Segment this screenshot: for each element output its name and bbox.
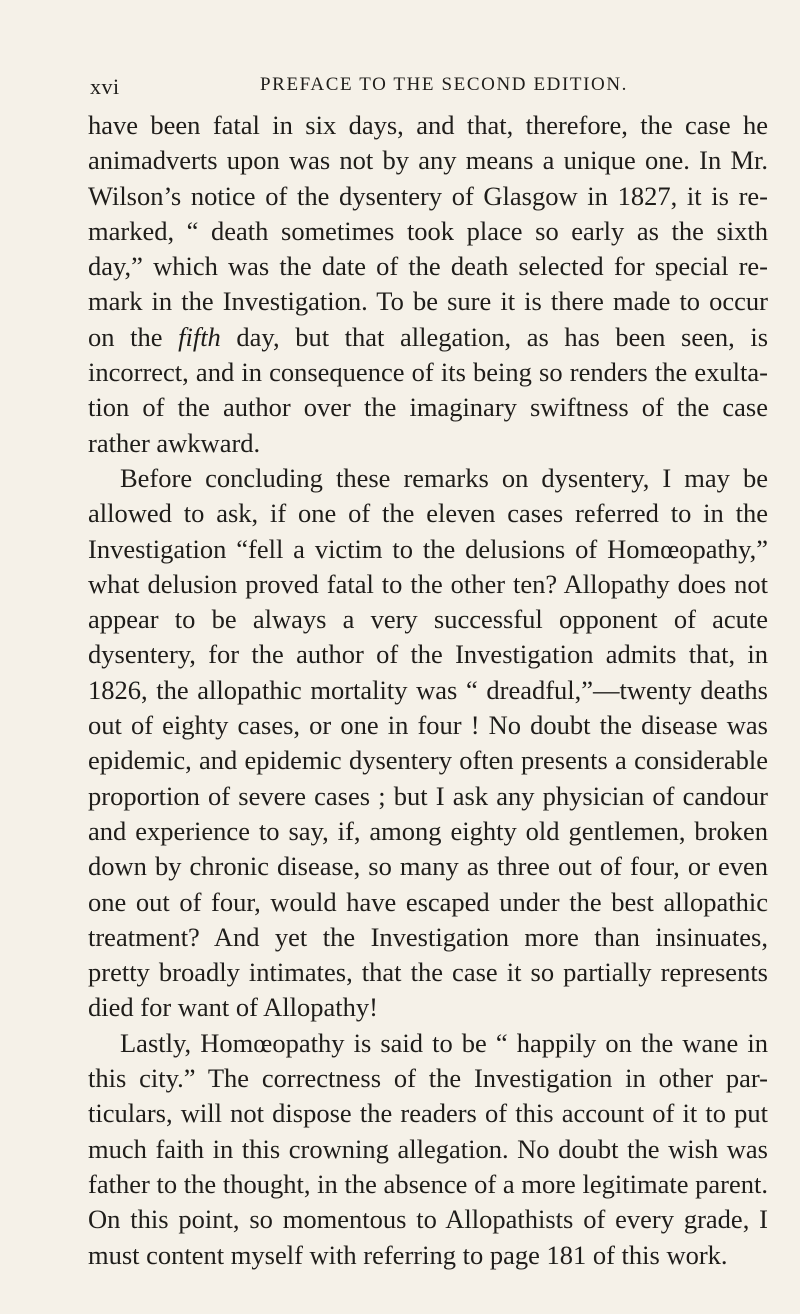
running-head	[90, 74, 706, 104]
paragraph-2: Before concluding these remarks on dysentery, I may be allowed to ask, if one of the eleven cases referred to in the Investigation “fell a victim to the delusions of Homœopathy,” what delusion proved fatal to the other ten? Allopathy does not appear to be always a very successful opponent of acute dysentery, for the author of the Investigation admits that, in 1826, the allopathic mortality was “ dreadful,”—twenty deaths out of eighty cases, or one in four ! No doubt the disease was epidemic, and epidemic dysentery often presents a considerable proportion of severe cases ; but I ask any physician of candour and experience to say, if, among eighty old gentlemen, broken down by chronic disease, so many as three out of four, or even one out of four, would have escaped under the best allopathic treatment? And yet the Investigation more than insinuates, pretty broadly intimates, that the case it so partially represents died for want of Allopathy!	[88, 462, 768, 1023]
paragraph-1-part-2: day, but that allegation, as has been seen, is incorrect, and in consequence of its being so renders the exulta-tion of the author over the imaginary swiftness of the case rather awkward.	[88, 321, 769, 458]
italic-word-fifth: fifth	[178, 321, 221, 352]
body-text	[88, 108, 768, 1273]
paragraph-3: Lastly, Homœopathy is said to be “ happily on the wane in this city.” The correctness of the Investigation in other par-ticulars, will not dispose the readers of this account of it to put much faith in this crowning allegation. No doubt the wish was father to the thought, in the absence of a more legitimate parent. On this point, so momentous to Allopathists of every grade, I must content myself with referring to page 181 of this work.	[88, 1027, 768, 1270]
paragraph-1	[88, 108, 768, 461]
paragraph-1-part-1: have been fatal in six days, and that, therefore, the case he animadverts upon was not by any means a unique one. In Mr. Wilson’s notice of the dysentery of Glasgow in 1827, it is re-marked, “ death sometimes took place so early as the sixth day,” which was the date of the death selected for special re-mark in the Investigation. To be sure it is there made to occur on the	[88, 110, 768, 352]
page-number: xvi	[90, 74, 120, 99]
running-head-title: PREFACE TO THE SECOND EDITION.	[260, 74, 629, 95]
